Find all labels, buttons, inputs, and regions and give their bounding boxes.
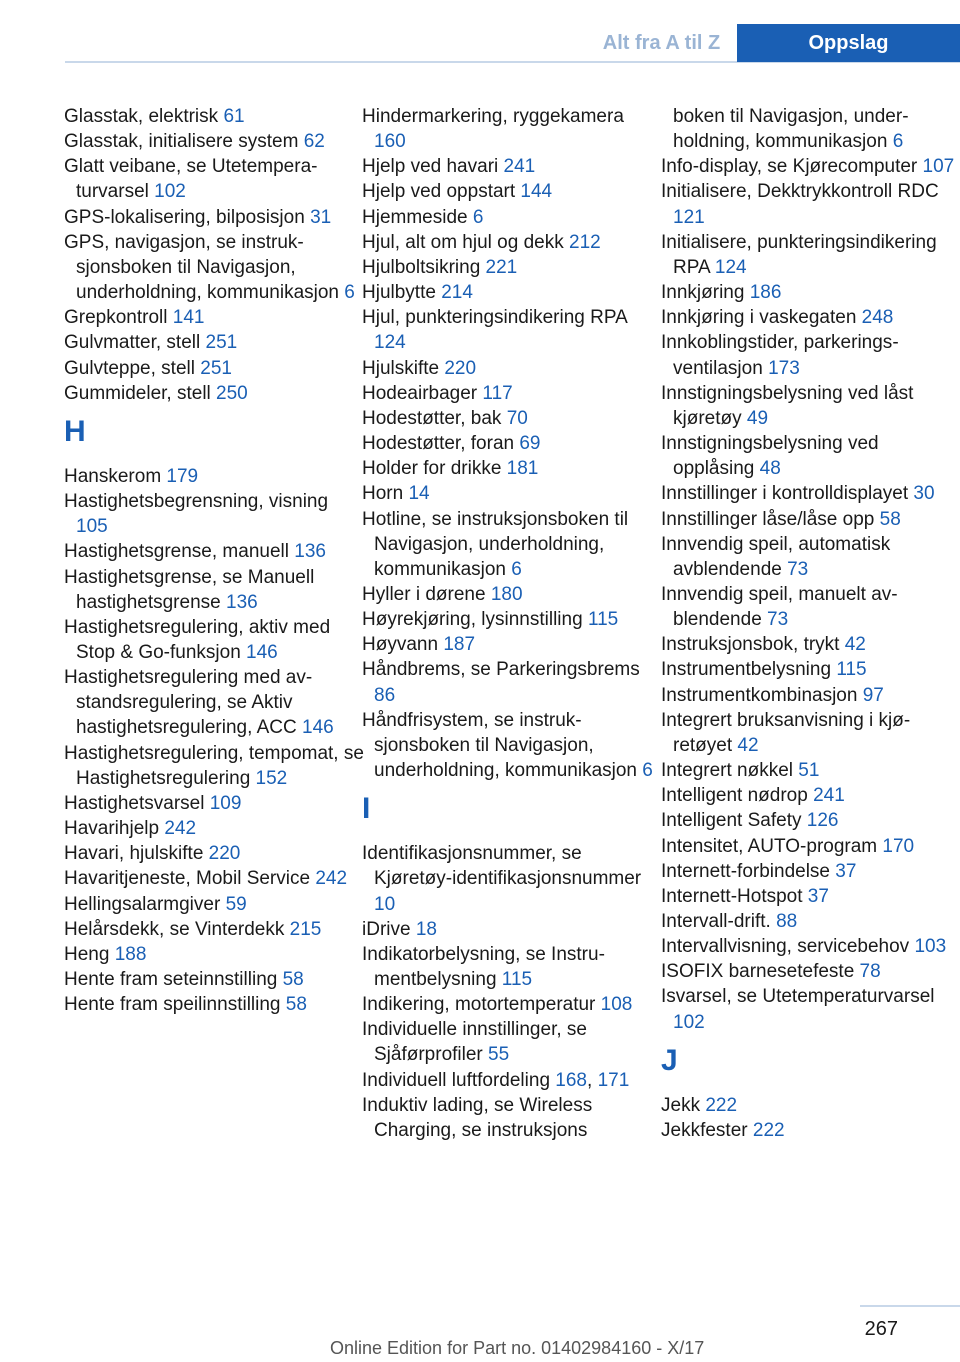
page-reference-link[interactable]: 6 [892, 131, 904, 153]
index-term: Intelligent nødrop [661, 785, 814, 807]
page-reference-link[interactable]: 241 [503, 156, 536, 178]
page-reference-link[interactable]: 18 [415, 918, 437, 940]
index-term: Glatt veibane, se Utetemperaturvarsel [64, 156, 318, 203]
page-reference-link[interactable]: 136 [226, 591, 258, 613]
page-reference-link[interactable]: 6 [472, 206, 484, 228]
index-term: Hastighetsbegrensning, visning [64, 491, 329, 513]
index-entry [362, 657, 660, 707]
index-entry [661, 808, 960, 833]
index-entry [362, 507, 660, 582]
index-term: Jekkfester [661, 1119, 753, 1141]
page-reference-link[interactable]: 42 [844, 634, 866, 656]
index-entry [661, 1118, 960, 1143]
index-term: Individuelle innstillinger, se Sjåførprofiler [362, 1019, 587, 1066]
index-entry [64, 841, 364, 866]
page-reference-link[interactable]: 170 [882, 835, 915, 857]
index-entry [362, 179, 660, 204]
index-term: Hastighetsvarsel [64, 792, 210, 814]
index-term: Info-display, se Kjørecomputer [661, 156, 923, 178]
index-term: Identifikasjonsnummer, se Kjøretøy-identifikasjonsnummer [362, 843, 642, 890]
page-reference-link[interactable]: 51 [798, 760, 820, 782]
page-reference-link[interactable]: 78 [859, 961, 881, 983]
index-entry [362, 582, 660, 607]
index-entry [362, 280, 660, 305]
index-entry [661, 934, 960, 959]
index-term: Hjulbytte [362, 282, 442, 304]
page-reference-link[interactable]: 42 [737, 734, 759, 756]
page-reference-link[interactable]: 160 [374, 131, 406, 153]
index-entry [661, 708, 960, 758]
page-reference-link[interactable]: 121 [673, 206, 705, 228]
index-entry [362, 205, 660, 230]
index-term: Hastighetsgrense, se Manuell hastighetsgrense [64, 566, 315, 613]
index-term: Individuell luftfordeling [362, 1069, 556, 1091]
index-entry [64, 791, 364, 816]
index-entry [661, 1093, 960, 1118]
page-reference-link[interactable]: 55 [488, 1044, 510, 1066]
index-term: Internett-forbindelse [661, 860, 836, 882]
index-term: Induktiv lading, se Wireless Charging, se instruksjons [362, 1094, 593, 1141]
index-entry [64, 816, 364, 841]
index-term: Hjulboltsikring [362, 256, 486, 278]
index-entry [362, 708, 660, 783]
page-reference-link[interactable]: 115 [836, 659, 867, 681]
page-reference-link[interactable]: 6 [642, 760, 653, 782]
index-entry [64, 917, 364, 942]
index-term: Indikering, motortemperatur [362, 994, 601, 1016]
page-reference-link[interactable]: 37 [807, 885, 829, 907]
page-reference-link[interactable]: 58 [285, 994, 307, 1016]
index-entry [64, 356, 364, 381]
index-term: Innkoblingstider, parkeringsventilasjon [661, 332, 899, 379]
page-reference-link[interactable]: 59 [225, 893, 247, 915]
page-reference-link[interactable]: 248 [861, 307, 894, 329]
index-entry [362, 154, 660, 179]
index-entry [64, 489, 364, 539]
page-reference-link[interactable]: 115 [587, 609, 619, 631]
page-reference-link[interactable]: 117 [482, 382, 513, 404]
index-entry [362, 255, 660, 280]
page-reference-link[interactable]: 242 [315, 868, 348, 890]
index-term: Initialisere, punkteringsindikering RPA [661, 231, 937, 278]
index-entry [362, 607, 660, 632]
page-reference-link[interactable]: 102 [673, 1011, 705, 1033]
index-entry [362, 230, 660, 255]
page-reference-link[interactable]: 14 [408, 483, 430, 505]
page-reference-link[interactable]: 31 [310, 206, 332, 228]
index-entry [661, 834, 960, 859]
index-term: Hastighetsregulering, aktiv med Stop & Go-funksjon [64, 616, 331, 663]
index-term: Intervallvisning, servicebehov [661, 936, 915, 958]
page-reference-link[interactable]: 6 [511, 558, 522, 580]
index-entry [661, 305, 960, 330]
index-term: Instrumentbelysning [661, 659, 837, 681]
index-term: Hodeairbager [362, 382, 483, 404]
index-entry [661, 431, 960, 481]
page-reference-link[interactable]: 250 [216, 382, 248, 404]
index-entry [64, 154, 364, 204]
index-term: Intensitet, AUTO-program [661, 835, 883, 857]
index-term: Hjul, alt om hjul og dekk [362, 231, 569, 253]
section-letter-heading: I [362, 792, 371, 826]
index-entry [362, 1093, 660, 1143]
page-reference-link[interactable]: 215 [289, 918, 322, 940]
index-entry [64, 992, 364, 1017]
index-term: Integrert nøkkel [661, 760, 799, 782]
index-term: Innkjøring i vaskegaten [661, 307, 862, 329]
page-reference-link[interactable]: 251 [205, 332, 238, 354]
index-term: Jekk [661, 1094, 706, 1116]
page-reference-link[interactable]: 222 [752, 1119, 785, 1141]
index-entry [64, 942, 364, 967]
index-term: Havaritjeneste, Mobil Service [64, 868, 316, 890]
index-entry [64, 330, 364, 355]
index-entry: Individuell luftfordeling 168, 171 [362, 1069, 630, 1091]
index-entry [64, 539, 364, 564]
page-reference-link[interactable]: 168 [555, 1069, 587, 1091]
page-reference-link[interactable]: 180 [490, 583, 523, 605]
index-entry [64, 741, 364, 791]
page-reference-link[interactable]: 220 [444, 357, 477, 379]
section-letter-heading: H [64, 414, 86, 448]
footer-rule [860, 1305, 960, 1307]
index-term: Hanskerom [64, 465, 167, 487]
index-term: Gulvteppe, stell [64, 357, 201, 379]
index-term: Intervall-drift. [661, 911, 777, 932]
index-term: Hjulskifte [362, 357, 445, 379]
index-term: Integrert bruksanvisning i kjøretøyet [661, 709, 911, 756]
index-term: ISOFIX barnesetefeste [661, 961, 860, 983]
index-term: Hellingsalarmgiver [64, 893, 226, 915]
page-reference-link[interactable]: 187 [443, 634, 476, 656]
index-entry [362, 381, 660, 406]
index-term: Horn [362, 483, 409, 505]
index-entry [661, 280, 960, 305]
page-number: 267 [864, 1318, 898, 1340]
page-reference-link[interactable]: 58 [879, 508, 901, 530]
index-term: Høyrekjøring, lysinnstilling [362, 609, 588, 631]
index-entry [362, 356, 660, 381]
index-term: Innkjøring [661, 282, 750, 304]
index-column-3 [661, 104, 960, 1143]
index-entry [661, 683, 960, 708]
page-reference-link[interactable]: 186 [749, 282, 782, 304]
index-entry [661, 532, 960, 582]
index-term: Gulvmatter, stell [64, 332, 206, 354]
index-entry [661, 959, 960, 984]
index-term: Indikatorbelysning, se Instrumentbelysning [362, 943, 605, 990]
index-entry [362, 456, 660, 481]
index-entry [362, 431, 660, 456]
page-reference-link[interactable]: 242 [164, 818, 197, 840]
index-term: boken til Navigasjon, underholdning, kommunikasjon [673, 106, 909, 153]
index-term: Hastighetsgrense, manuell [64, 541, 295, 563]
index-term: Håndfrisystem, se instruksjonsboken til Navigasjon, underholdning, kommunikasjon [362, 709, 643, 782]
index-term: Intelligent Safety [661, 810, 807, 832]
index-entry [661, 632, 960, 657]
page-reference-link[interactable]: 181 [506, 458, 539, 480]
index-entry [64, 129, 364, 154]
index-entry [64, 892, 364, 917]
index-term: GPS-lokalisering, bilposisjon [64, 206, 311, 228]
index-term: Instruksjonsbok, trykt [661, 634, 845, 656]
index-term: Håndbrems, se Parkeringsbrems [362, 659, 640, 681]
index-entry [64, 615, 364, 665]
index-term: iDrive [362, 918, 416, 940]
tab-oppslag[interactable]: Oppslag [737, 24, 960, 62]
index-entry [64, 205, 364, 230]
index-term: Hastighetsregulering, tempomat, se Hastighetsregulering [64, 742, 364, 789]
index-column-1 [64, 104, 364, 1017]
page-reference-link[interactable]: 124 [714, 256, 747, 278]
index-entry [661, 582, 960, 632]
index-entry [661, 104, 960, 154]
page-reference-link[interactable]: 6 [344, 282, 355, 304]
index-entry [362, 1017, 660, 1067]
index-entry [661, 179, 960, 229]
index-term: Helårsdekk, se Vinterdekk [64, 918, 290, 940]
index-term: Initialisere, Dekktrykkontroll RDC [661, 181, 939, 203]
index-entry [362, 406, 660, 431]
page-reference-link[interactable]: 179 [166, 465, 199, 487]
page-reference-link[interactable]: 141 [172, 307, 205, 329]
index-entry [64, 565, 364, 615]
index-term: Glasstak, elektrisk [64, 106, 224, 127]
tab-alt-fra-a-til-z[interactable]: Alt fra A til Z [602, 31, 721, 54]
page-reference-link[interactable]: 62 [303, 131, 325, 153]
page-reference-link[interactable]: 48 [759, 458, 781, 480]
index-entry [362, 841, 660, 916]
index-entry [64, 967, 364, 992]
index-term: Innstigningsbelysning ved låst kjøretøy [661, 382, 914, 429]
index-term: Instrumentkombinasjon [661, 684, 863, 706]
page-reference-link[interactable]: 188 [114, 943, 147, 965]
index-entry [661, 783, 960, 808]
index-term: Innvendig speil, manuelt avblendende [661, 583, 898, 631]
index-term: Hjelp ved havari [362, 156, 504, 178]
page-reference-link[interactable]: 212 [569, 231, 601, 253]
page-reference-link[interactable]: 146 [246, 641, 278, 663]
page-reference-link[interactable]: 241 [813, 785, 845, 807]
index-term: Hotline, se instruksjonsboken til Navigasjon, underholdning, kommunikasjon [362, 508, 629, 580]
index-term: Hodestøtter, foran [362, 433, 520, 455]
section-letter-heading: J [661, 1043, 678, 1077]
page-reference-link[interactable]: 103 [914, 936, 947, 958]
index-term: Glasstak, initialisere system [64, 131, 304, 153]
index-entry [362, 917, 660, 942]
index-term: Hjelp ved oppstart [362, 181, 521, 203]
page-reference-link[interactable]: 152 [255, 767, 288, 789]
index-column-2 [362, 104, 660, 1143]
index-entry [362, 942, 660, 992]
page-reference-link[interactable]: 49 [746, 407, 769, 429]
page-reference-link[interactable]: 108 [600, 994, 633, 1016]
page-reference-link[interactable]: 115 [501, 969, 533, 990]
page-reference-link[interactable]: 126 [806, 810, 839, 832]
index-term: Isvarsel, se Utetemperaturvarsel [661, 986, 935, 1008]
index-term: Hyller i dørene [362, 583, 491, 605]
index-entry [64, 305, 364, 330]
page-reference-link[interactable]: 251 [200, 357, 232, 379]
page-reference-link[interactable]: 109 [209, 792, 242, 814]
index-entry [64, 104, 364, 129]
page-reference-link[interactable]: 144 [520, 181, 553, 203]
index-entry [362, 992, 660, 1017]
page-reference-link[interactable]: 124 [374, 332, 406, 354]
index-term: Heng [64, 943, 115, 965]
index-term: Grepkontroll [64, 307, 173, 329]
index-term: Innvendig speil, automatisk avblendende [661, 533, 891, 580]
index-term: Holder for drikke [362, 458, 507, 480]
page-reference-link[interactable]: 171 [597, 1069, 630, 1091]
index-entry [661, 481, 960, 506]
index-entry [64, 230, 364, 305]
index-term: GPS, navigasjon, se instruksjonsboken til Navigasjon, underholdning, kommunikasjon [64, 231, 345, 304]
index-term: Innstigningsbelysning ved opplåsing [661, 433, 879, 480]
index-entry [661, 758, 960, 783]
index-entry [64, 866, 364, 891]
edition-footer: Online Edition for Part no. 01402984160 - X/17 [330, 1338, 705, 1358]
page-reference-link[interactable]: 222 [705, 1094, 738, 1116]
page-reference-link[interactable]: 30 [913, 483, 935, 505]
page-reference-link[interactable]: 86 [374, 684, 396, 706]
page-reference-link[interactable]: 136 [294, 541, 326, 563]
index-term: Internett-Hotspot [661, 885, 808, 907]
page-reference-link[interactable]: 214 [441, 282, 473, 304]
page-reference-link[interactable]: 73 [787, 558, 809, 580]
index-term: Gummideler, stell [64, 382, 217, 404]
page-reference-link[interactable]: 173 [768, 357, 800, 379]
index-entry [64, 381, 364, 406]
index-entry [362, 632, 660, 657]
page-reference-link[interactable]: 88 [776, 911, 798, 932]
index-term: Høyvann [362, 634, 444, 656]
index-term: Hente fram speilinnstilling [64, 994, 286, 1016]
index-entry [661, 909, 960, 934]
page-reference-link[interactable]: 10 [374, 893, 396, 915]
index-entry [64, 665, 364, 740]
index-term: Hastighetsregulering med avstandsregulering, se Aktiv hastighetsregulering, ACC [64, 667, 313, 739]
page-reference-link[interactable]: 70 [506, 407, 528, 429]
page-reference-link[interactable]: 73 [767, 609, 789, 631]
page-reference-link[interactable]: 69 [519, 433, 541, 455]
index-term: Innstillinger i kontrolldisplayet [661, 483, 914, 505]
index-term: Havarihjelp [64, 818, 165, 840]
page-reference-link[interactable]: 105 [76, 516, 108, 538]
index-entry [661, 507, 960, 532]
index-term: Hjemmeside [362, 206, 473, 228]
page-reference-link[interactable]: 220 [208, 843, 241, 865]
page-reference-link[interactable]: 58 [282, 969, 304, 990]
index-entry [661, 859, 960, 884]
page-reference-link[interactable]: 102 [154, 181, 186, 203]
index-term: Innstillinger låse/låse opp [661, 508, 880, 530]
index-entry [661, 330, 960, 380]
index-term: Havari, hjulskifte [64, 843, 209, 865]
index-entry [661, 381, 960, 431]
page-reference-link[interactable]: 146 [302, 717, 334, 739]
index-entry [661, 884, 960, 909]
page-reference-link[interactable]: 97 [862, 684, 884, 706]
index-term: Hjul, punkteringsindikering RPA [362, 307, 627, 329]
page-reference-link[interactable]: 221 [485, 256, 518, 278]
index-entry [362, 305, 660, 355]
index-entry [661, 154, 960, 179]
page-reference-link[interactable]: 61 [223, 106, 245, 127]
index-entry [661, 230, 960, 280]
index-entry [661, 657, 960, 682]
index-entry [362, 481, 660, 506]
index-entry [64, 464, 364, 489]
page-reference-link[interactable]: 37 [835, 860, 857, 882]
index-entry [661, 984, 960, 1034]
page-reference-link[interactable]: 107 [922, 156, 955, 178]
index-term: Hente fram seteinnstilling [64, 969, 283, 990]
index-term: Hodestøtter, bak [362, 407, 507, 429]
index-entry [362, 104, 660, 154]
index-term: Hindermarkering, ryggekamera [362, 106, 624, 127]
